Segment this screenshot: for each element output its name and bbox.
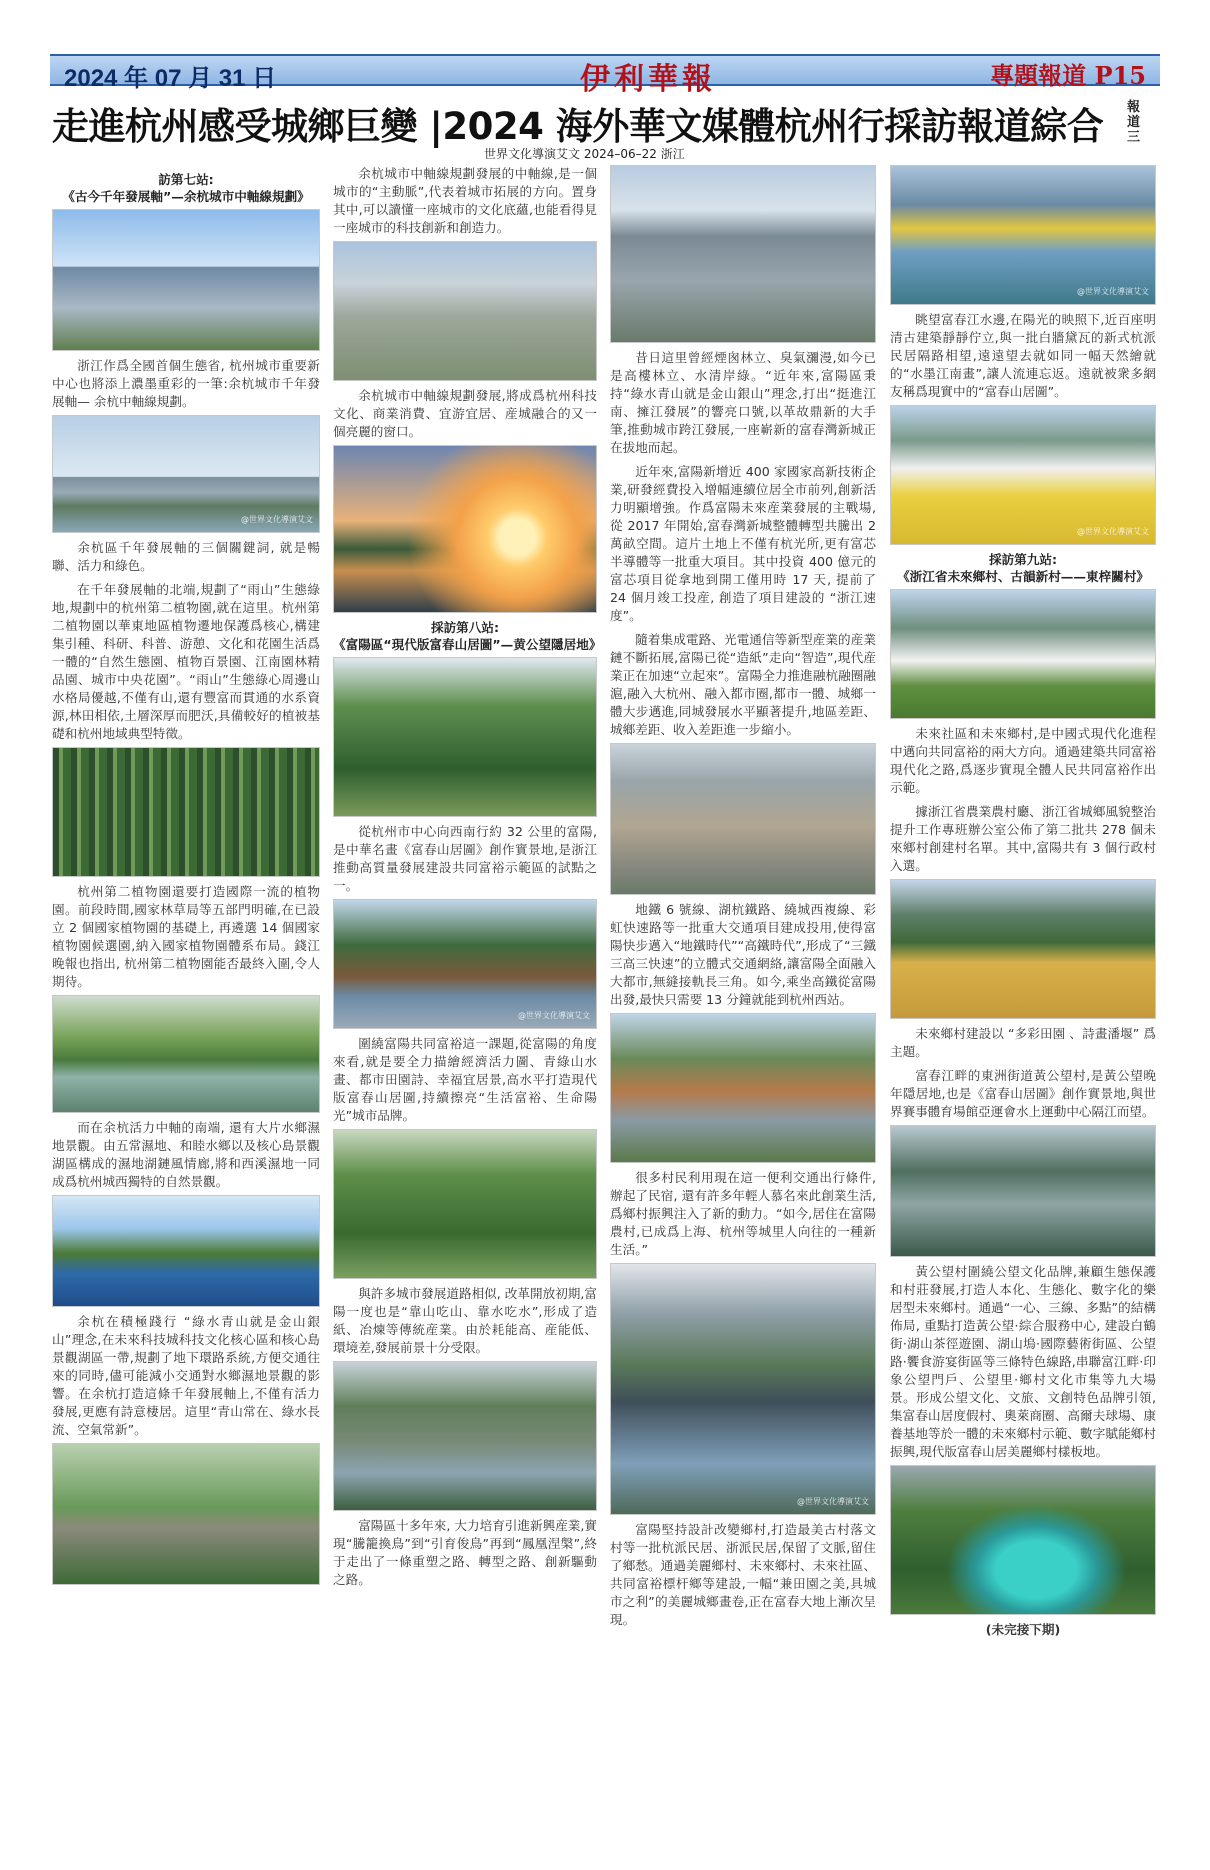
byline: 世界文化導演艾文 2024–06–22 浙江 — [484, 147, 685, 161]
photo-new-village — [890, 589, 1156, 719]
paragraph: 黃公望村圍繞公望文化品牌,兼顧生態保護和村莊發展,打造人本化、生態化、數字化的樂居型未來鄉村。通過“一心、三線、多點”的結構佈局, 重點打造黃公望·綜合服務中心, 建設白鶴街·湖山茶徑遊園、湖山塢·國際藝術街區、公望路·饗食游宴街區等三條特色線路,串聯富江畔·印象公望門戶、公望里·鄉村文化市集等九大場景。形成公望文化、文旅、文創特色品牌引領,集富春山居度假村、奧萊商圈、高爾夫球場、康養基地等於一體的未來鄉村示範、數字賦能鄉村振興,現代版富春山居美麗鄉村樣板地。 — [890, 1264, 1156, 1459]
stop-heading — [333, 619, 602, 653]
page-headline: 走進杭州感受城鄉巨變 |2024 海外華文媒體杭州行採訪報道綜合 — [52, 105, 1104, 148]
paragraph: 從杭州市中心向西南行約 32 公里的富陽,是中華名畫《富春山居圖》創作實景地,是浙江推動高質量發展建設共同富裕示範區的試點之一。 — [333, 824, 597, 893]
photo-watermark: @世界文化導演艾文 — [797, 1497, 869, 1506]
article-column-2 — [333, 165, 602, 1593]
photo-canal-village — [610, 1263, 876, 1515]
masthead-bar — [50, 54, 1160, 97]
paragraph: 余杭城市中軸線規劃發展,將成爲杭州科技文化、商業消費、宜游宜居、産城融合的又一個亮麗的窗口。 — [333, 388, 597, 439]
photo-rice-fields — [890, 879, 1156, 1019]
photo-houses-rapeseed — [890, 405, 1156, 545]
photo-railway-construction — [610, 743, 876, 895]
photo-watermark: @世界文化導演艾文 — [518, 1011, 590, 1020]
paragraph: 浙江作爲全國首個生態省, 杭州城市重要新中心也將添上濃墨重彩的一筆:余杭城市千年發展軸— 余杭中軸線規劃。 — [52, 358, 320, 409]
stop-label: 訪第七站: — [158, 172, 214, 187]
photo-high-rise-district — [610, 165, 876, 343]
paragraph: 富陽堅持設計改變鄉村,打造最美古村落文村等一批杭派民居、浙派民居,保留了文脈,留住了鄉愁。通過美麗鄉村、未來鄉村、未來社區、共同富裕標杆鄉等建設,一幅“兼田園之美,具城市之利”的美麗城鄉畫卷,正在富春大地上漸次呈現。 — [610, 1522, 876, 1627]
photo-village-pond — [333, 1361, 597, 1511]
stop-heading — [52, 171, 320, 205]
photo-watermark: @世界文化導演艾文 — [1077, 287, 1149, 296]
paragraph: 富春江畔的東洲街道黃公望村,是黃公望晚年隱居地,也是《富春山居圖》創作實景地,與世界賽事體育場館亞運會水上運動中心隔江而望。 — [890, 1068, 1156, 1119]
photo-bamboo-pavilion — [52, 747, 320, 877]
photo-watermark: @世界文化導演艾文 — [1077, 527, 1149, 536]
paragraph: 很多村民利用現在這一便利交通出行條件,辦起了民宿, 還有許多年輕人慕名來此創業生活,爲鄉村振興注入了新的動力。“如今,居住在富陽農村,已成爲上海、杭州等城里人向往的一種新生活。” — [610, 1170, 876, 1257]
paragraph: 據浙江省農業農村廳、浙江省城鄉風貌整治提升工作專班辦公室公佈了第二批共 278 個未來鄉村創建村名單。其中,富陽共有 3 個行政村入選。 — [890, 804, 1156, 873]
paragraph: 未來社區和未來鄉村,是中國式現代化進程中邁向共同富裕的兩大方向。通過建築共同富裕現代化之路,爲逐步實現全體人民共同富裕作出示範。 — [890, 726, 1156, 795]
paragraph: 富陽區十多年來, 大力培育引進新興産業,實現“騰籠換鳥”到“引育俊鳥”再到“鳳凰涅槃”,終于走出了一條重塑之路、轉型之路、創新驅動之路。 — [333, 1518, 597, 1587]
article-column-1 — [52, 165, 320, 1585]
paragraph: 圍繞富陽共同富裕這一課題,從富陽的角度來看,就是要全力描繪經濟活力圖、青綠山水畫、都市田園詩、幸福宜居景,高水平打造現代版富春山居圖,持續擦亮“生活富裕、生命陽光”城市品牌。 — [333, 1036, 597, 1123]
photo-boat-lake — [52, 995, 320, 1113]
paragraph: 余杭在積極踐行 “綠水青山就是金山銀山”理念,在未來科技城科技文化核心區和核心島景觀湖區一帶,規劃了地下環路系統,方便交通往來的同時,儘可能減小交通對水鄉濕地景觀的影響。在余杭打造這條千年發展軸上,不僅有活力發展,更應有詩意棲居。這里“青山常在、綠水長流、空氣常新”。 — [52, 1314, 320, 1437]
paragraph: 杭州第二植物園還要打造國際一流的植物園。前段時間,國家林草局等五部門明確,在已設立 2 個國家植物園的基礎上, 再遴選 14 個國家植物園候選園,納入國家植物園體系布局。錢江晚報也指出, 杭州第二植物園能否最終入圍,令人期待。 — [52, 884, 320, 989]
issue-date: 2024 年 07 月 31 日 — [64, 65, 277, 92]
stop-label: 採訪第九站: — [988, 552, 1057, 567]
article-column-4 — [890, 165, 1156, 1639]
paragraph: 隨着集成電路、光電通信等新型産業的産業鏈不斷拓展,富陽已從“造紙”走向“智造”,現代産業正在加速“立起來”。富陽全力推進融杭融圈融滬,融入大杭州、融入都市圈,都市一體、城鄉一體大步邁進,同城發展水平顯著提升,地區差距、城鄉差距、收入差距進一步縮小。 — [610, 632, 876, 737]
stop-title: 《富陽區“現代版富春山居圖”—黄公望隱居地》 — [333, 637, 602, 652]
photo-campus-buildings — [610, 1013, 876, 1163]
photo-city-skyline — [52, 415, 320, 533]
stop-title: 《古今千年發展軸”—余杭城市中軸線規劃》 — [62, 189, 310, 204]
article-column-3 — [610, 165, 876, 1633]
photo-sunset-river — [333, 445, 597, 613]
photo-river-mist — [890, 1125, 1156, 1257]
paragraph: 與許多城市發展道路相似, 改革開放初期,富陽一度也是“靠山吃山、靠水吃水”,形成了造紙、冶煉等傳統産業。由於耗能高、産能低、環境差,發展前景十分受限。 — [333, 1286, 597, 1355]
paragraph: 昔日這里曾經煙囪林立、臭氣瀰漫,如今已是高樓林立、水清岸綠。“近年來,富陽區秉持“綠水青山就是金山銀山”理念,打出“挺進江南、擁江發展”的響亮口號,以革故鼎新的大手筆,推動城市跨江發展,一座嶄新的富春灣新城正在拔地而起。 — [610, 350, 876, 455]
photo-green-aerial — [333, 1129, 597, 1279]
stop-title: 《浙江省未來鄉村、古韻新村——東梓關村》 — [897, 569, 1149, 584]
continued-note: (未完接下期) — [985, 1622, 1061, 1637]
section-page-label: 專題報道 P15 — [990, 61, 1146, 90]
photo-wetland-trees — [52, 1195, 320, 1307]
photo-river-bend — [890, 165, 1156, 305]
photo-office-buildings — [52, 209, 320, 351]
paragraph: 地鐵 6 號線、湖杭鐵路、繞城西複線、彩虹快速路等一批重大交通項目建成投用,使得富陽快步邁入“地鐵時代”“高鐵時代”,形成了“三鐵三高三快速”的立體式交通網絡,讓富陽全面融入大都市,無縫接軌長三角。如今,乘坐高鐵從富陽出發,最快只需要 13 分鐘就能到杭州西站。 — [610, 902, 876, 1007]
paragraph: 余杭區千年發展軸的三個關鍵詞, 就是暢聯、活力和綠色。 — [52, 540, 320, 573]
stop-heading — [890, 551, 1156, 585]
stop-label: 採訪第八站: — [430, 620, 499, 635]
paragraph: 余杭城市中軸線規劃發展的中軸線,是一個城市的“主動脈”,代表着城市拓展的方向。置身其中,可以讀懂一座城市的文化底蘊,也能看得見一座城市的科技創新和創造力。 — [333, 166, 597, 235]
photo-park-landscape — [52, 1443, 320, 1585]
photo-waterfront-pavilion — [333, 899, 597, 1029]
paragraph: 眺望富春江水邊,在陽光的映照下,近百座明清古建築靜靜佇立,與一批白牆黛瓦的新式杭派民居隔路相望,遠遠望去就如同一幅天然繪就的“水墨江南畫”,讓人流連忘返。遠就被衆多網友稱爲現實中的“富春山居圖”。 — [890, 312, 1156, 399]
photo-aerial-city — [333, 241, 597, 381]
photo-watermark: @世界文化導演艾文 — [241, 515, 313, 524]
newspaper-name: 伊利華報 — [580, 62, 716, 97]
photo-buddha-statue — [333, 657, 597, 817]
headline-side-note: 報道三 — [1127, 100, 1141, 145]
paragraph: 未來鄉村建設以 “多彩田園 、詩畫潘堰” 爲主題。 — [890, 1026, 1156, 1059]
paragraph: 而在余杭活力中軸的南端, 還有大片水鄉濕地景觀。由五常濕地、和睦水鄉以及核心島景觀湖區構成的濕地湖鏈風情廊,將和西溪濕地一同成爲杭州城西獨特的自然景觀。 — [52, 1120, 320, 1189]
paragraph: 近年來,富陽新增近 400 家國家高新技術企業,研發經費投入增幅連續位居全市前列,創新活力明顯增強。作爲富陽未來産業發展的主戰場,從 2017 年開始,富春灣新城整體轉型共騰出 2 萬畝空間。這片土地上不僅有杭光所,更有富芯半導體等一批重大項目。其中投資 400 億元的富芯項目從拿地到開工僅用時 17 天, 提前了 24 個月竣工投産, 創造了項目建設的 “浙江速度”。 — [610, 464, 876, 623]
paragraph: 在千年發展軸的北端,規劃了“雨山”生態綠地,規劃中的杭州第二植物園,就在這里。杭州第二植物園以華東地區植物遷地保護爲核心,構建集引種、科研、科普、游憩、文化和花園生活爲一體的“自然生態園、植物百景園、江南園林精品園、城市中央花園”。“雨山”生態綠心周邊山水格局優越,不僅有山,還有豐富而貫通的水系資源,林田相依,土層深厚而肥沃,具備較好的植被基礎和杭州地域典型特徵。 — [52, 582, 320, 741]
photo-turquoise-pools — [890, 1465, 1156, 1615]
